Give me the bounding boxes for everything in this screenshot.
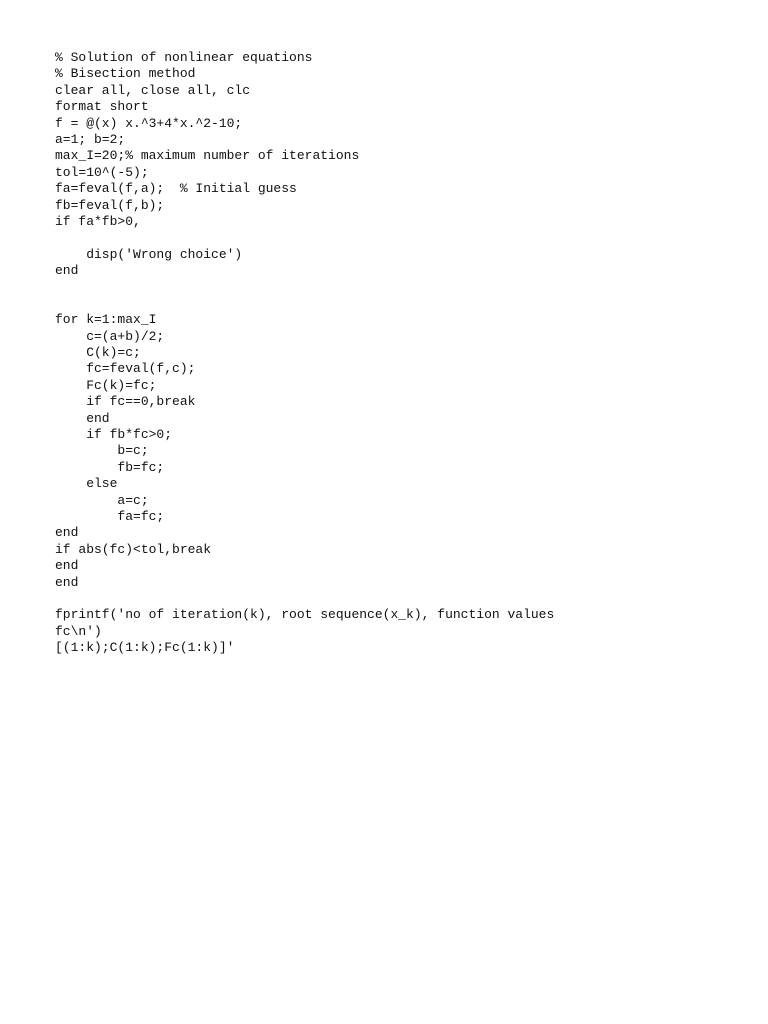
code-line: b=c; bbox=[55, 443, 149, 459]
code-line: else bbox=[55, 476, 118, 492]
code-line: % Solution of nonlinear equations bbox=[55, 50, 313, 65]
code-line: clear all, close all, clc bbox=[55, 82, 251, 98]
code-line: tol=10^(-5); bbox=[55, 164, 149, 180]
code-line bbox=[55, 591, 554, 607]
code-line: end bbox=[55, 263, 79, 279]
code-line: end bbox=[55, 410, 110, 426]
code-line: fb=feval(f,b); bbox=[55, 197, 165, 213]
code-line: if fa*fb>0, bbox=[55, 213, 141, 229]
code-line bbox=[55, 296, 554, 312]
code-line: C(k)=c; bbox=[55, 345, 141, 361]
code-line: [(1:k);C(1:k);Fc(1:k)]' bbox=[55, 640, 235, 656]
code-line: fa=fc; bbox=[55, 508, 165, 524]
code-listing bbox=[55, 50, 554, 656]
code-line: a=c; bbox=[55, 492, 149, 508]
code-line: format short bbox=[55, 99, 149, 115]
code-line: max_I=20;% maximum number of iterations bbox=[55, 148, 360, 164]
code-line bbox=[55, 279, 554, 295]
code-line: for k=1:max_I bbox=[55, 312, 157, 328]
code-line: a=1; b=2; bbox=[55, 131, 126, 147]
code-line: end bbox=[55, 558, 79, 574]
code-line: if fb*fc>0; bbox=[55, 426, 173, 442]
code-line: fc=feval(f,c); bbox=[55, 361, 196, 377]
code-line: end bbox=[55, 574, 79, 590]
code-line: if fc==0,break bbox=[55, 394, 196, 410]
code-line: fa=feval(f,a); % Initial guess bbox=[55, 181, 297, 197]
code-line: end bbox=[55, 525, 79, 541]
code-line: f = @(x) x.^3+4*x.^2-10; bbox=[55, 115, 243, 131]
code-line: fprintf('no of iteration(k), root sequence(x_k), function values bbox=[55, 607, 555, 623]
code-line: c=(a+b)/2; bbox=[55, 328, 165, 344]
code-line: fb=fc; bbox=[55, 459, 165, 475]
code-line: if abs(fc)<tol,break bbox=[55, 541, 212, 557]
code-line bbox=[55, 230, 554, 246]
code-line: Fc(k)=fc; bbox=[55, 377, 157, 393]
code-line: fc\n') bbox=[55, 623, 102, 639]
code-line: % Bisection method bbox=[55, 66, 196, 82]
code-line: disp('Wrong choice') bbox=[55, 246, 243, 262]
